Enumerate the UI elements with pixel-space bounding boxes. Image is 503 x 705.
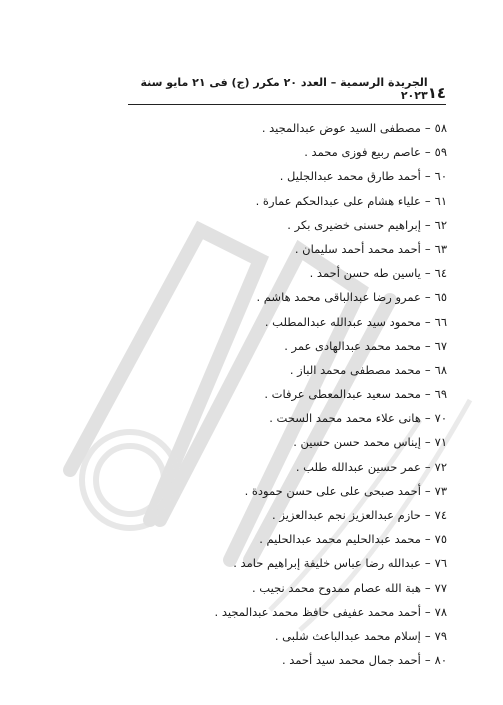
entry-name: إسلام محمد عبدالباعث شلبى .: [274, 628, 421, 643]
entry-name: عاصم ربيع فوزى محمد .: [304, 145, 421, 160]
entry-name: ياسين طه حسن أحمد .: [309, 266, 421, 281]
entry-number: ٦٦: [434, 314, 447, 329]
list-item: [207, 261, 447, 285]
list-item: [207, 140, 447, 164]
entry-name: أحمد محمد أحمد سليمان .: [294, 241, 421, 256]
list-item: [207, 213, 447, 237]
entry-name: محمد عبدالحليم محمد عبدالحليم .: [259, 532, 421, 547]
entry-name: عمر حسين عبدالله طلب .: [295, 459, 421, 474]
entry-name: أحمد محمد عفيفى حافظ محمد عبدالمجيد .: [214, 604, 421, 619]
entry-number: ٦٩: [434, 387, 447, 402]
entry-dash: –: [424, 145, 431, 160]
entry-dash: –: [424, 532, 431, 547]
entry-number: ٧٩: [434, 628, 447, 643]
list-item: [207, 576, 447, 600]
entry-name: محمد سعيد عبدالمعطى عرفات .: [264, 387, 421, 402]
entry-dash: –: [424, 266, 431, 281]
entry-name: عبدالله رضا عباس خليفة إبراهيم حامد .: [233, 556, 421, 571]
entry-name: هبة الله عصام ممدوح محمد نجيب .: [251, 580, 421, 595]
entry-dash: –: [424, 290, 431, 305]
entry-dash: –: [424, 241, 431, 256]
entry-dash: –: [424, 193, 431, 208]
entry-name: إيناس محمد حسن حسين .: [293, 435, 421, 450]
entry-dash: –: [424, 653, 431, 668]
entry-name: أحمد طارق محمد عبدالجليل .: [279, 169, 421, 184]
names-list: [207, 116, 447, 672]
entry-dash: –: [424, 483, 431, 498]
entry-number: ٧٤: [434, 508, 447, 522]
list-item: [207, 503, 447, 527]
entry-number: ٦٤: [434, 266, 447, 281]
list-item: [207, 551, 447, 575]
entry-number: ٥٨: [434, 121, 447, 135]
entry-name: حازم عبدالعزيز نجم عبدالعزيز .: [272, 508, 421, 522]
list-item: [207, 527, 447, 551]
list-item: [207, 358, 447, 382]
entry-dash: –: [424, 435, 431, 450]
entry-number: ٦٨: [434, 362, 447, 377]
entry-dash: –: [424, 387, 431, 402]
list-item: [207, 648, 447, 672]
entry-dash: –: [424, 604, 431, 619]
entry-name: محمد محمد عبدالهادى عمر .: [284, 338, 421, 353]
entry-number: ٧٠: [434, 411, 447, 426]
entry-number: ٧٢: [434, 459, 447, 474]
entry-number: ٧١: [434, 435, 447, 450]
entry-name: علياء هشام على عبدالحكم عمارة .: [255, 193, 421, 208]
list-item: [207, 455, 447, 479]
entry-number: ٧٨: [434, 604, 447, 619]
entry-number: ٧٧: [434, 580, 447, 595]
entry-number: ٦٧: [434, 338, 447, 353]
entry-name: محمود سيد عبدالله عبدالمطلب .: [264, 314, 421, 329]
list-item: [207, 430, 447, 454]
list-item: [207, 600, 447, 624]
list-item: [207, 382, 447, 406]
entry-dash: –: [424, 314, 431, 329]
entry-number: ٧٦: [434, 556, 447, 571]
entry-name: مصطفى السيد عوض عبدالمجيد .: [261, 121, 421, 135]
entry-name: محمد مصطفى محمد الباز .: [289, 362, 421, 377]
entry-name: أحمد صبحى على على حسن حمودة .: [244, 483, 421, 498]
entry-name: إبراهيم حسنى خضيرى بكر .: [287, 217, 421, 232]
entry-name: هانى علاء محمد محمد السحت .: [269, 411, 421, 426]
list-item: [207, 116, 447, 140]
entry-dash: –: [424, 338, 431, 353]
entry-dash: –: [424, 628, 431, 643]
entry-number: ٧٣: [434, 483, 447, 498]
page-number: ١٤: [427, 84, 446, 102]
list-item: [207, 624, 447, 648]
entry-dash: –: [424, 556, 431, 571]
entry-dash: –: [424, 411, 431, 426]
entry-dash: –: [424, 362, 431, 377]
entry-number: ٦٣: [434, 241, 447, 256]
list-item: [207, 164, 447, 188]
entry-number: ٦٢: [434, 217, 447, 232]
entry-number: ٨٠: [434, 653, 447, 668]
list-item: [207, 406, 447, 430]
list-item: [207, 334, 447, 358]
entry-dash: –: [424, 217, 431, 232]
entry-number: ٦٠: [434, 169, 447, 184]
list-item: [207, 189, 447, 213]
gazette-header-title: الجريدة الرسمية – العدد ٢٠ مكرر (ج) فى ٢١ مايو سنة ٢٠٢٣: [140, 76, 428, 102]
entry-name: أحمد جمال محمد سيد أحمد .: [281, 653, 421, 668]
entry-dash: –: [424, 121, 431, 135]
entry-number: ٥٩: [434, 145, 447, 160]
entry-number: ٦٥: [434, 290, 447, 305]
entry-number: ٦١: [434, 193, 447, 208]
list-item: [207, 310, 447, 334]
entry-name: عمرو رضا عبدالباقى محمد هاشم .: [256, 290, 421, 305]
entry-dash: –: [424, 169, 431, 184]
entry-dash: –: [424, 508, 431, 522]
page-header: [128, 76, 446, 105]
list-item: [207, 285, 447, 309]
list-item: [207, 479, 447, 503]
entry-dash: –: [424, 459, 431, 474]
list-item: [207, 237, 447, 261]
entry-number: ٧٥: [434, 532, 447, 547]
entry-dash: –: [424, 580, 431, 595]
